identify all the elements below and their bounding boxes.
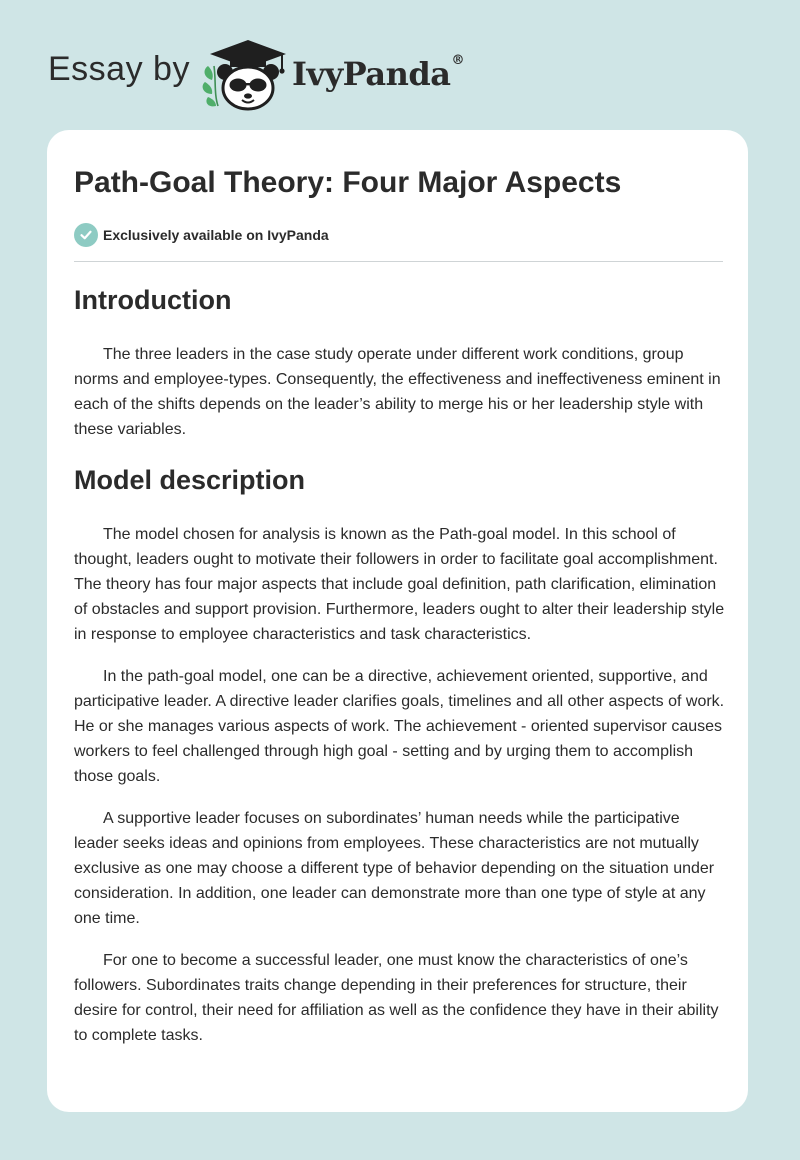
exclusive-badge [74, 222, 329, 248]
exclusive-badge-text: Exclusively available on IvyPanda [103, 227, 329, 243]
paragraph: The model chosen for analysis is known as the Path-goal model. In this school of thought, leaders ought to motivate their followers in order to facilitate goal accomplishment. The theory has four major aspects that include goal definition, path clarification, elimination of obstacles and support provision. Furthermore, leaders ought to alter their leadership style in response to employee characteristics and task characteristics. [74, 526, 725, 643]
title-divider [74, 261, 723, 262]
registered-mark: ® [451, 53, 464, 68]
essay-by-label: Essay by [48, 50, 190, 88]
essay-title: Path-Goal Theory: Four Major Aspects [74, 166, 622, 199]
paragraph: A supportive leader focuses on subordinates’ human needs while the participative leader seeks ideas and opinions from employees. These characteristics are not mutually exclusive as one may choose a different type of behavior depending on the situation under consideration. In addition, one leader can demonstrate more than one type of style at any one time. [74, 810, 715, 927]
ivypanda-logo-text[interactable] [292, 55, 464, 93]
paragraph: In the path-goal model, one can be a directive, achievement oriented, supportive, and participative leader. A directive leader clarifies goals, timelines and all other aspects of work. He or she manages various aspects of work. The achievement - oriented supervisor causes workers to feel challenged through high goal - setting and by urging them to accomplish those goals. [74, 668, 725, 785]
paragraph: For one to become a successful leader, one must know the characteristics of one’s followers. Subordinates traits change depending in their preferences for structure, their desire for control, their need for affiliation as well as the confidence they have in their ability to complete tasks. [74, 952, 719, 1044]
essay-card [47, 130, 748, 1112]
check-circle-icon [74, 223, 98, 247]
panda-graduate-icon[interactable] [198, 36, 290, 112]
section-heading-model-description: Model description [74, 465, 306, 495]
site-header [0, 0, 800, 130]
paragraph: The three leaders in the case study operate under different work conditions, group norms and employee-types. Consequently, the effectiveness and ineffectiveness eminent in each of the shifts depends on the leader’s ability to merge his or her leadership style with these variables. [74, 346, 721, 438]
section-heading-introduction: Introduction [74, 285, 232, 315]
essay-body [74, 282, 726, 1048]
brand-name-text: IvyPanda [292, 55, 451, 93]
